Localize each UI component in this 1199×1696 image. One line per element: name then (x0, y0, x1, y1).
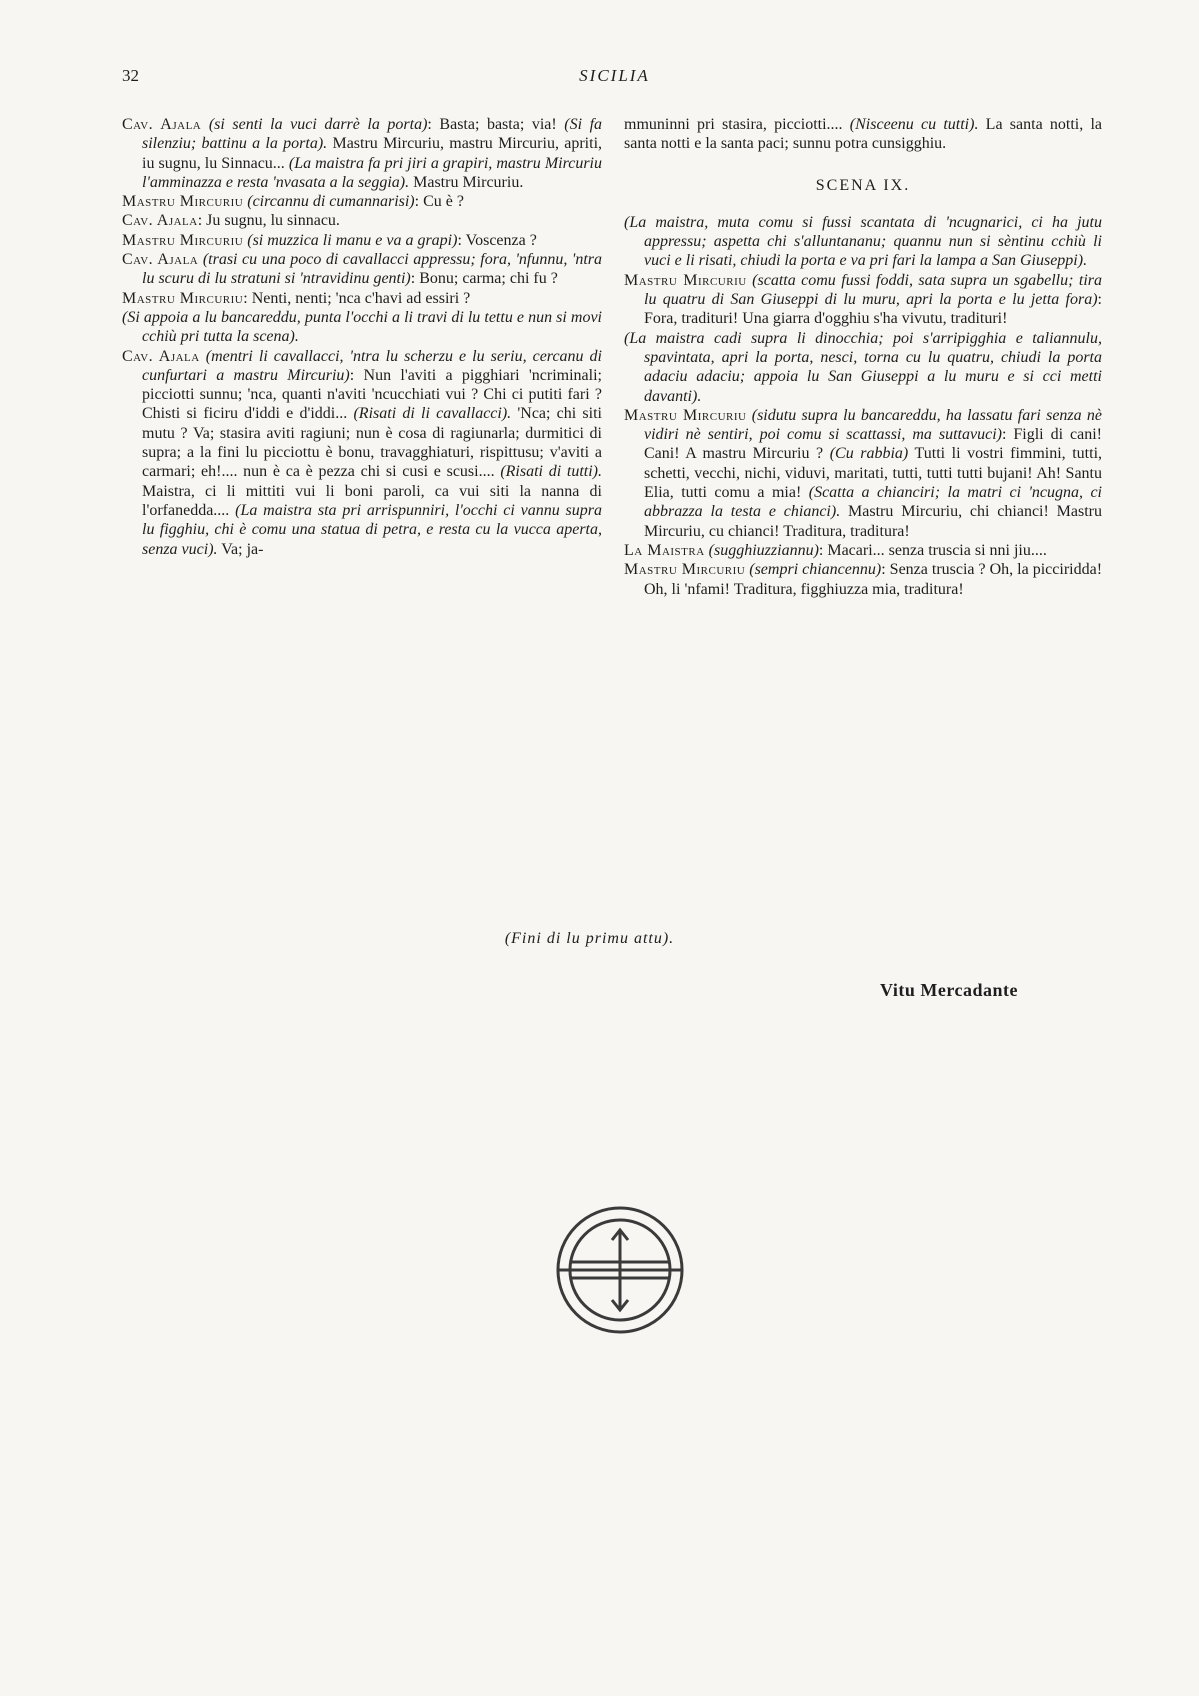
dialogue-line: Mastru Mircuriu (sempri chiancennu): Senza truscia ? Oh, la picciridda! Oh, li 'nfami! Traditura, figghiuzza mia, traditura! (624, 561, 1103, 598)
dialogue-line: Mastru Mircuriu: Nenti, nenti; 'nca c'havi ad essiri ? (122, 289, 471, 307)
stage-direction: (Si appoia a lu bancareddu, punta l'occhi a li travi di lu tettu e nun si movi cchiù pri tutta la scena). (122, 308, 602, 346)
dialogue-line: Mastru Mircuriu (scatta comu fussi foddi, sata supra un sgabellu; tira lu quatru di San Giuseppi di lu muru, apri la porta e lu jetta fora): Fora, tradituri! Una giarra d'ogghiu s'ha vivutu, tradituri! (624, 271, 1102, 328)
scene-heading: SCENA IX. (815, 176, 911, 194)
dialogue-line: Mastru Mircuriu (circannu di cumannarisi): Cu è ? (122, 193, 464, 211)
left-column (122, 115, 602, 559)
publisher-emblem-icon (540, 1200, 700, 1340)
stage-direction: (La maistra, muta comu si fussi scantata di 'ncugnarici, ci ha jutu appressu; aspetta chi s'alluntananu; quannu nun si sèntinu cchiù li vuci e li risati, chiudi la porta e va pri fari la lampa a San Giuseppi). (624, 213, 1102, 270)
page-header (0, 66, 1199, 92)
dialogue-line: Mastru Mircuriu (si muzzica li manu e va a grapi): Voscenza ? (122, 231, 537, 249)
dialogue-line: Mastru Mircuriu (sidutu supra lu bancareddu, ha lassatu fari senza nè vidiri nè sentiri, poi comu si scattassi, ma suttavuci): Figli di cani! Cani! A mastru Mircuriu ? (Cu rabbia) Tutti li vostri fimmini, tutti, schetti, vecchi, nichi, viduvi, maritati, tutti, tutti tutti bujani! Ah! Santu Elia, tutti comu a mia! (Scatta a chianciri; la matri ci 'ncugna, ci abbrazza la testa e chianci). Mastru Mircuriu, chi chianci! Mastru Mircuriu, cu chianci! Traditura, traditura! (624, 406, 1103, 540)
dialogue-line: La Maistra (sugghiuzziannu): Macari... senza truscia si nni jiu.... (624, 541, 1047, 559)
stage-direction: (La maistra cadi supra li dinocchia; poi s'arripigghia e taliannulu, spavintata, apri la porta, nesci, torna cu lu quatru, chiudi la porta adaciu adaciu; appoia lu San Giuseppi a lu muru e si cci metti davanti). (624, 329, 1102, 405)
dialogue-line: Cav. Ajala (mentri li cavallacci, 'ntra lu scherzu e lu seriu, cercanu di cunfurtari a mastru Mircuriu): Nun l'aviti a pigghiari 'ncriminali; picciotti sunnu; 'nca, quanti n'aviti 'ncucchiati vui ? Chi ci putiti fari ? Chisti si ficiru d'iddi e d'iddi... (Risati di li cavallacci). 'Nca; chi siti mutu ? Va; stasira aviti ragiuni; nun è cosa di ragiunarla; durmitici di supra; a la fini lu picciottu è bonu, travagghiaturi, rispittusu; v'aviti a carmari; eh!.... nun è ca è pezza chi si cusi e scusi.... (Risati di tutti). Maistra, ci li mittiti vui li boni paroli, ca vui siti la nanna di l'orfanedda.... (La maistra sta pri arrispunniri, l'occhi ci vannu supra lu figghiu, chi è comu una statua di petra, e resta cu la vucca aperta, senza vuci). Va; ja- (122, 347, 603, 558)
dialogue-line: Cav. Ajala (si senti la vuci darrè la porta): Basta; basta; via! (Si fa silenziu; battinu a la porta). Mastru Mircuriu, mastru Mircuriu, apriti, iu sugnu, lu Sinnacu... (La maistra fa pri jiri a grapiri, mastru Mircuriu l'amminazza e resta 'nvasata a la seggia). Mastru Mircuriu. (122, 116, 603, 191)
author-signature: Vitu Mercadante (880, 980, 1018, 1000)
dialogue-continuation: mmuninni pri stasira, picciotti.... (Nisceenu cu tutti). La santa notti, la santa notti e la santa paci; sunnu potra cunsigghiu. (624, 116, 1103, 153)
right-column (624, 115, 1102, 599)
dialogue-line: Cav. Ajala: Ju sugnu, lu sinnacu. (122, 212, 340, 230)
page-number: 32 (122, 66, 139, 85)
dialogue-line: Cav. Ajala (trasi cu una poco di cavallacci appressu; fora, 'nfunnu, 'ntra lu scuru di lu stratuni si 'ntravidinu genti): Bonu; carma; chi fu ? (122, 251, 603, 288)
end-of-act-note: (Fini di lu primu attu). (504, 930, 675, 947)
running-title: SICILIA (579, 66, 650, 85)
